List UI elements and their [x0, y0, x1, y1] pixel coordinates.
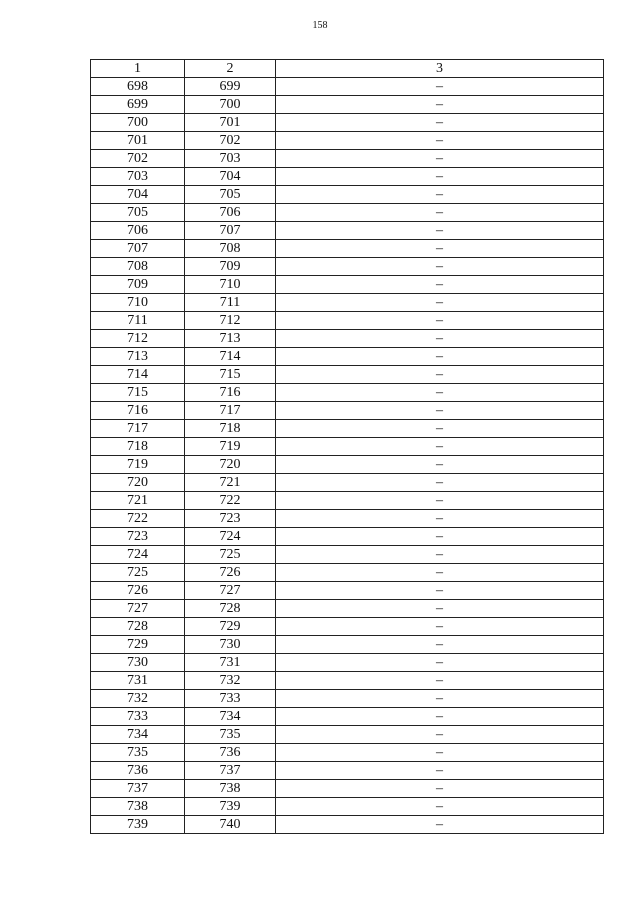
table-cell-col2: 710 [185, 276, 276, 294]
table-cell-col1: 727 [91, 600, 185, 618]
table-cell-col1: 712 [91, 330, 185, 348]
table-cell-col1: 706 [91, 222, 185, 240]
table-cell-col3: – [276, 258, 604, 276]
table-cell-col1: 729 [91, 636, 185, 654]
table-cell-col1: 704 [91, 186, 185, 204]
table-row [91, 528, 604, 546]
table-cell-col1: 731 [91, 672, 185, 690]
table-header [91, 60, 604, 78]
column-header-3: 3 [276, 60, 604, 78]
table-row [91, 456, 604, 474]
column-header-2: 2 [185, 60, 276, 78]
table-cell-col3: – [276, 726, 604, 744]
table-cell-col1: 716 [91, 402, 185, 420]
table-cell-col3: – [276, 780, 604, 798]
table-row [91, 438, 604, 456]
table-cell-col2: 729 [185, 618, 276, 636]
table-cell-col1: 699 [91, 96, 185, 114]
table-row [91, 222, 604, 240]
table-cell-col3: – [276, 798, 604, 816]
table-cell-col1: 724 [91, 546, 185, 564]
table-cell-col2: 721 [185, 474, 276, 492]
table-cell-col1: 715 [91, 384, 185, 402]
table-cell-col2: 701 [185, 114, 276, 132]
table-cell-col1: 700 [91, 114, 185, 132]
table-cell-col1: 735 [91, 744, 185, 762]
table-cell-col2: 708 [185, 240, 276, 258]
table-cell-col2: 709 [185, 258, 276, 276]
table-cell-col2: 727 [185, 582, 276, 600]
table-cell-col1: 733 [91, 708, 185, 726]
table-cell-col2: 723 [185, 510, 276, 528]
table-cell-col2: 702 [185, 132, 276, 150]
table-cell-col3: – [276, 618, 604, 636]
table-row [91, 114, 604, 132]
table-cell-col2: 705 [185, 186, 276, 204]
table-cell-col1: 714 [91, 366, 185, 384]
table-cell-col3: – [276, 816, 604, 834]
table-cell-col1: 738 [91, 798, 185, 816]
table-row [91, 654, 604, 672]
table-cell-col1: 701 [91, 132, 185, 150]
table-cell-col2: 712 [185, 312, 276, 330]
table-cell-col3: – [276, 528, 604, 546]
table-cell-col1: 739 [91, 816, 185, 834]
page-number: 158 [312, 20, 328, 31]
table-cell-col2: 719 [185, 438, 276, 456]
table-row [91, 510, 604, 528]
table-cell-col3: – [276, 456, 604, 474]
table-cell-col1: 710 [91, 294, 185, 312]
table-cell-col2: 715 [185, 366, 276, 384]
table-cell-col3: – [276, 510, 604, 528]
table-row [91, 276, 604, 294]
table-cell-col1: 732 [91, 690, 185, 708]
table-cell-col3: – [276, 168, 604, 186]
table-cell-col3: – [276, 366, 604, 384]
table-cell-col1: 698 [91, 78, 185, 96]
table-row [91, 402, 604, 420]
table-cell-col2: 736 [185, 744, 276, 762]
table-cell-col2: 703 [185, 150, 276, 168]
table-row [91, 744, 604, 762]
column-header-1: 1 [91, 60, 185, 78]
table-cell-col1: 728 [91, 618, 185, 636]
table-row [91, 258, 604, 276]
table-cell-col3: – [276, 492, 604, 510]
table-cell-col3: – [276, 600, 604, 618]
table-row [91, 240, 604, 258]
table-row [91, 366, 604, 384]
table-cell-col3: – [276, 114, 604, 132]
table-cell-col3: – [276, 186, 604, 204]
table-row [91, 492, 604, 510]
table-cell-col2: 713 [185, 330, 276, 348]
table-cell-col3: – [276, 96, 604, 114]
table-cell-col2: 732 [185, 672, 276, 690]
table-cell-col1: 726 [91, 582, 185, 600]
table-cell-col3: – [276, 672, 604, 690]
table-cell-col2: 733 [185, 690, 276, 708]
table-cell-col2: 720 [185, 456, 276, 474]
table-cell-col3: – [276, 744, 604, 762]
table-cell-col2: 718 [185, 420, 276, 438]
table-cell-col2: 707 [185, 222, 276, 240]
table-cell-col3: – [276, 582, 604, 600]
table-cell-col1: 725 [91, 564, 185, 582]
table-cell-col1: 709 [91, 276, 185, 294]
table-cell-col1: 718 [91, 438, 185, 456]
table-cell-col2: 704 [185, 168, 276, 186]
table-row [91, 348, 604, 366]
table-row [91, 618, 604, 636]
table-row [91, 312, 604, 330]
table-cell-col2: 739 [185, 798, 276, 816]
table-cell-col3: – [276, 312, 604, 330]
table-cell-col3: – [276, 222, 604, 240]
table-cell-col3: – [276, 384, 604, 402]
table-row [91, 132, 604, 150]
table-row [91, 798, 604, 816]
table-row [91, 582, 604, 600]
table-cell-col2: 738 [185, 780, 276, 798]
table-cell-col3: – [276, 474, 604, 492]
table-cell-col1: 723 [91, 528, 185, 546]
table-row [91, 708, 604, 726]
table-cell-col1: 721 [91, 492, 185, 510]
table-cell-col2: 735 [185, 726, 276, 744]
table-row [91, 816, 604, 834]
table-cell-col1: 708 [91, 258, 185, 276]
table-cell-col3: – [276, 204, 604, 222]
header-row [91, 60, 604, 78]
table-cell-col1: 707 [91, 240, 185, 258]
table-cell-col2: 724 [185, 528, 276, 546]
table-cell-col1: 713 [91, 348, 185, 366]
table-row [91, 636, 604, 654]
table-cell-col1: 703 [91, 168, 185, 186]
table-cell-col3: – [276, 654, 604, 672]
table-cell-col2: 722 [185, 492, 276, 510]
table-cell-col3: – [276, 564, 604, 582]
data-table [90, 59, 604, 834]
table-cell-col3: – [276, 78, 604, 96]
table-row [91, 600, 604, 618]
table-cell-col2: 730 [185, 636, 276, 654]
table-cell-col2: 711 [185, 294, 276, 312]
table-cell-col1: 730 [91, 654, 185, 672]
table-row [91, 672, 604, 690]
table-cell-col3: – [276, 762, 604, 780]
table-row [91, 186, 604, 204]
table-row [91, 690, 604, 708]
table-cell-col2: 706 [185, 204, 276, 222]
table-cell-col3: – [276, 294, 604, 312]
table-cell-col1: 722 [91, 510, 185, 528]
table-cell-col2: 717 [185, 402, 276, 420]
table-cell-col1: 702 [91, 150, 185, 168]
table-cell-col3: – [276, 708, 604, 726]
table-row [91, 168, 604, 186]
table-row [91, 564, 604, 582]
table-cell-col1: 736 [91, 762, 185, 780]
table-cell-col3: – [276, 330, 604, 348]
table-cell-col3: – [276, 690, 604, 708]
table-cell-col1: 734 [91, 726, 185, 744]
table-row [91, 420, 604, 438]
table-cell-col1: 711 [91, 312, 185, 330]
table-cell-col1: 705 [91, 204, 185, 222]
table-cell-col2: 725 [185, 546, 276, 564]
table-cell-col3: – [276, 348, 604, 366]
table-row [91, 546, 604, 564]
table-cell-col2: 700 [185, 96, 276, 114]
table-cell-col3: – [276, 240, 604, 258]
table-cell-col3: – [276, 420, 604, 438]
table-row [91, 474, 604, 492]
table-row [91, 780, 604, 798]
table-cell-col2: 740 [185, 816, 276, 834]
table-body [91, 78, 604, 834]
table-row [91, 204, 604, 222]
table-cell-col2: 699 [185, 78, 276, 96]
table-cell-col2: 737 [185, 762, 276, 780]
table-row [91, 294, 604, 312]
table-cell-col2: 734 [185, 708, 276, 726]
table-cell-col3: – [276, 402, 604, 420]
table-cell-col1: 719 [91, 456, 185, 474]
table-cell-col2: 726 [185, 564, 276, 582]
table-cell-col1: 737 [91, 780, 185, 798]
table-row [91, 384, 604, 402]
table-row [91, 78, 604, 96]
table-cell-col3: – [276, 636, 604, 654]
table-cell-col3: – [276, 150, 604, 168]
table-cell-col1: 717 [91, 420, 185, 438]
table-row [91, 96, 604, 114]
table-row [91, 330, 604, 348]
table-cell-col1: 720 [91, 474, 185, 492]
table-cell-col2: 728 [185, 600, 276, 618]
table-cell-col2: 716 [185, 384, 276, 402]
table-cell-col3: – [276, 438, 604, 456]
table-row [91, 762, 604, 780]
table-row [91, 726, 604, 744]
table-cell-col3: – [276, 276, 604, 294]
table-row [91, 150, 604, 168]
table-cell-col3: – [276, 546, 604, 564]
table-cell-col2: 731 [185, 654, 276, 672]
table-cell-col3: – [276, 132, 604, 150]
table-cell-col2: 714 [185, 348, 276, 366]
